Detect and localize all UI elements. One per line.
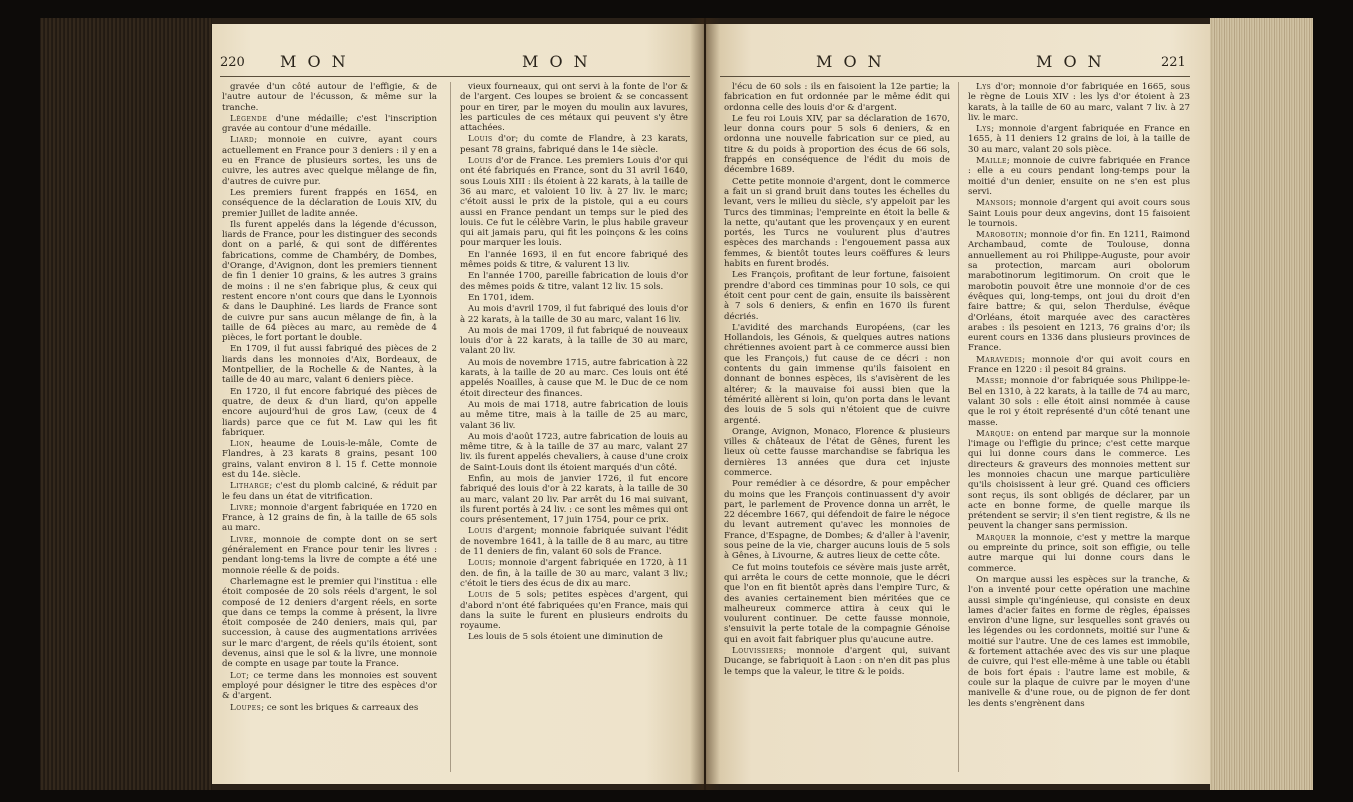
entry-paragraph: Louis d'argent; monnoie fabriquée suivant l'édit de novembre 1641, à la taille de 8 au marc, au titre de 11 deniers de fin, valant 60 sols de France. [460,526,688,558]
entry-paragraph: Les François, profitant de leur fortune, faisoient prendre d'abord ces timminas pour 10 sols, ce qui étoit cent pour cent de gain, ensuite ils baissèrent à 7 sols 6 deniers, & enfin en 1670 ils furent décriés. [724,270,950,322]
entry-term: Louis [468,156,493,167]
entry-term: Louis [468,590,493,601]
entry-paragraph: Louis; monnoie d'argent fabriquée en 1720, à 11 den. de fin, à la taille de 30 au marc, valant 3 liv.; c'étoit le tiers des écus de dix au marc. [460,558,688,589]
entry-term: Loupes [230,702,262,713]
entry-term: Marquer [976,532,1017,543]
entry-paragraph: Ce fut moins toutefois ce sévère mais juste arrêt, qui arrêta le cours de cette monnoie, que le décri que l'on en fit bientôt après dans l'empire Turc, & des avanies certainement bien méritées que ce malheureux commerce attira à ceux qui le voulurent continuer. De cette fausse monnoie, s'ensuivit la perte totale de la compagnie Génoise qui en avoit fait fabriquer plus qu'aucune autre. [724,562,950,645]
right-page-number: 221 [1161,55,1186,70]
entry-term: Lion [230,439,251,450]
entry-paragraph: Lot; ce terme dans les monnoies est souvent employé pour désigner le titre des espèces d'or & d'argent. [222,670,437,702]
entry-paragraph: En 1720, il fut encore fabriqué des pièces de quatre, de deux & d'un liard, qu'on appelle encore aujourd'hui de gros Law, (ceux de 4 liards) parce que ce fut M. Law qui les fit fabriquer. [222,386,437,438]
entry-term: Louis [468,526,493,537]
entry-paragraph: Cette petite monnoie d'argent, dont le commerce a fait un si grand bruit dans toutes les échelles du levant, vers le milieu du siècle, s'y appeloit par les Turcs des timminas; l'empreinte en étoit la belle & la nette, qu'autant que les provençaux y en eurent portés, les Turcs ne voulurent plus d'autres espèces des marchands : l'engouement passa aux femmes, & bientôt toutes leurs coëffures & leurs habits en furent brodés. [724,176,950,270]
entry-paragraph: L'avidité des marchands Européens, (car les Hollandois, les Génois, & quelques autres nations chrétiennes avoient part à ce commerce aussi bien que les François,) fut cause de ce décri : non contents du gain immense qu'ils faisoient en donnant de bonnes espèces, ils s'avisèrent de les altérer; & la mauvaise foi aussi bien que la témérité allèrent si loin, qu'on porta dans le levant des louis de 5 sols qui n'étoient que de cuivre argenté. [724,322,950,426]
entry-term: Livre [230,534,254,545]
entry-paragraph: Enfin, au mois de janvier 1726, il fut encore fabriqué des louis d'or à 22 karats, à la taille de 30 au marc, valant 20 liv. Par arrêt du 16 mai suivant, ils furent portés à 24 liv. : ce sont les mêmes qui ont cours présentement, 17 juin 1754, pour ce prix. [460,473,688,526]
entry-paragraph: Les premiers furent frappés en 1654, en conséquence de la déclaration de Louis XIV, du premier Juillet de ladite année. [222,187,437,219]
entry-paragraph: Loupes; ce sont les briques & carreaux des [230,702,419,713]
entry-term: Légende [230,113,268,124]
left-page-number: 220 [220,55,245,70]
entry-paragraph: Louis d'or de France. Les premiers Louis d'or qui ont été fabriqués en France, sont du 31 avril 1640, sous Louis XIII : ils étoient à 22 karats, à la taille de 36 au marc, et valoient 10 liv. à 27 liv. le marc; c'étoit aussi le prix de la pistole, qui a eu cours aussi en France pendant un temps sur le pied des louis. Ce fut le célèbre Varin, le plus habile graveur qui ait jamais paru, qui fit les poinçons & les coins pour marquer les louis. [460,156,688,249]
right-running-head-2: M O N [1036,52,1105,71]
entry-paragraph: Maravedis; monnoie d'or qui avoit cours en France en 1220 : il pesoit 84 grains. [968,354,1190,376]
entry-term: Marque [976,428,1012,439]
left-running-head-1: M O N [280,52,349,71]
entry-paragraph: Au mois de novembre 1715, autre fabrication à 22 karats, à la taille de 20 au marc. Ces louis ont été appelés Noailles, à cause que M. le Duc de ce nom étoit directeur des finances. [460,357,688,399]
entry-term: Maravedis [976,354,1023,365]
entry-paragraph: l'écu de 60 sols : ils en faisoient la 12e partie; la fabrication en fut ordonnée par le même édit qui ordonna celle des louis d'or & d'argent. [724,82,950,113]
entry-paragraph: vieux fourneaux, qui ont servi à la fonte de l'or & de l'argent. Ces loupes se broient & se concassent pour en tirer, par le moyen du moulin aux lavures, les particules de ces métaux qui peuvent s'y être attachées. [460,82,688,134]
left-running-head-2: M O N [522,52,591,71]
entry-term: Lys [976,82,992,92]
entry-paragraph: En l'année 1693, il en fut encore fabriqué des mêmes poids & titre, & valurent 13 liv. [460,249,688,271]
right-column-divider [958,82,959,772]
entry-term: Louvissiers [732,646,784,657]
entry-paragraph: Le feu roi Louis XIV, par sa déclaration de 1670, leur donna cours pour 5 sols 6 deniers, & en ordonna une nouvelle fabrication sur ce pied, au titre & du poids à proportion des écus de 66 sols, frappés en conséquence de l'édit du mois de décembre 1689. [724,113,950,176]
entry-paragraph: Masse; monnoie d'or fabriquée sous Philippe-le-Bel en 1310, à 22 karats, à la taille de 74 au marc, valant 30 sols : elle étoit ainsi nommée à cause que le roi y étoit représenté d'un côté tenant une masse. [968,376,1190,428]
left-page [212,24,704,784]
entry-paragraph: Pour remédier à ce désordre, & pour empêcher du moins que les François continuassent d'y avoir part, le parlement de Provence donna un arrêt, le 22 décembre 1667, qui défendoit de faire le négoce du levant autrement qu'avec les monnoies de France, d'Espagne, de Dombes; & d'aller à l'avenir, sous peine de la vie, charger aucuns louis de 5 sols à Gênes, à Livourne, & autres lieux de cette côte. [724,479,950,562]
right-column-2 [968,82,1190,772]
entry-paragraph: En 1701, idem. [468,292,535,303]
right-header-rule [720,76,1190,77]
entry-term: Lys [976,124,992,135]
entry-paragraph: Ils furent appelés dans la légende d'écusson, liards de France, pour les distinguer des seconds dont on a parlé, & qui sont de différentes fabrications, comme de Chambéry, de Dombes, d'Orange, d'Avignon, dont les premiers tiennent de fin 1 denier 10 grains, & les autres 3 grains de moins : il ne s'en fabrique plus, & ceux qui restent encore n'ont cours que dans le Lyonnois & dans le Dauphiné. Les liards de France sont de cuivre pur sans aucun mêlange de fin, à la taille de 64 pièces au marc, au remède de 4 pièces, le fort portant le double. [222,219,437,344]
right-running-head-1: M O N [816,52,885,71]
entry-paragraph: Au mois de mai 1709, il fut fabriqué de nouveaux louis d'or à 22 karats, à la taille de 30 au marc, valant 20 liv. [460,325,688,357]
entry-paragraph: Livre; monnoie d'argent fabriquée en 1720 en France, à 12 grains de fin, à la taille de 65 sols au marc. [222,502,437,534]
right-page [706,24,1210,784]
left-column-2 [460,82,688,772]
entry-term: Maille [976,156,1007,167]
entry-paragraph: gravée d'un côté autour de l'effigie, & de l'autre autour de l'écusson, & même sur la tranche. [222,82,437,113]
entry-term: Litharge [230,481,270,492]
entry-paragraph: Livre, monnoie de compte dont on se sert généralement en France pour tenir les livres : pendant long-tems la livre de compte a été une monnoie réelle & de poids. [222,534,437,576]
entry-paragraph: Légende d'une médaille; c'est l'inscription gravée au contour d'une médaille. [222,113,437,135]
left-column-1 [222,82,437,772]
entry-paragraph: Marquer la monnoie, c'est y mettre la marque ou empreinte du prince, soit son effigie, ou telle autre marque qui lui donne cours dans le commerce. [968,532,1190,574]
entry-term: Livre [230,502,254,513]
entry-paragraph: Marque: on entend par marque sur la monnoie l'image ou l'effigie du prince; c'est cette marque qui lui donne cours dans le commerce. Les directeurs & graveurs des monnoies mettent sur les monnoies chacun une marque particulière qu'ils choisissent à leur gré. Quand ces officiers sont reçus, ils sont obligés de déclarer, par un acte en bonne forme, de quelle marque ils prétendent se servir; il s'en tient registre, & ils ne peuvent la changer sans permission. [968,428,1190,532]
entry-paragraph: Mansois; monnoie d'argent qui avoit cours sous Saint Louis pour deux angevins, dont 15 faisoient le tournois. [968,198,1190,229]
entry-paragraph: Louis d'or; du comte de Flandre, à 23 karats, pesant 78 grains, fabriqué dans le 14e siècle. [460,134,688,155]
entry-paragraph: Lion, heaume de Louis-le-mâle, Comte de Flandres, à 23 karats 8 grains, pesant 100 grains, valant environ 8 l. 15 f. Cette monnoie est du 14e. siècle. [222,439,437,480]
entry-term: Louis [468,558,493,569]
entry-paragraph: Les louis de 5 sols étoient une diminution de [468,632,663,643]
entry-paragraph: En 1709, il fut aussi fabriqué des pièces de 2 liards dans les monnoies d'Aix, Bordeaux, de Montpellier, de la Rochelle & de Nantes, à la taille de 40 au marc, valant 6 deniers pièce. [222,344,437,386]
entry-paragraph: Lys; monnoie d'argent fabriquée en France en 1655, à 11 deniers 12 grains de loi, à la taille de 30 au marc, valant 20 sols pièce. [968,124,1190,155]
left-header-rule [220,76,690,77]
entry-term: Liard [230,135,255,146]
entry-paragraph: Marobotin; monnoie d'or fin. En 1211, Raimond Archambaud, comte de Toulouse, donna annuellement au roi Philippe-Auguste, pour avoir sa protection, marcam auri obolorum marabotinorum legitimorum. On croit que le marobotin pouvoit être une monnoie d'or de ces évêques qui, long-temps, ont joui du droit d'en faire battre; & qui, selon Therdulse, évêque d'Orléans, étoit marquée avec des caractères arabes : ils pesoient en 1213, 76 grains d'or; ils eurent cours en 1336 dans plusieurs provinces de France. [968,230,1190,354]
entry-paragraph: Louvissiers; monnoie d'argent qui, suivant Ducange, se fabriquoit à Laon : on n'en dit pas plus le temps que la valeur, le titre & le poids. [724,646,950,677]
book-gutter [690,18,720,790]
entry-paragraph: Lys d'or; monnoie d'or fabriquée en 1665, sous le règne de Louis XIV : les lys d'or étoient à 23 karats, à la taille de 60 au marc, valant 7 liv. à 27 liv. le marc. [968,82,1190,123]
entry-paragraph: On marque aussi les espèces sur la tranche, & l'on a inventé pour cette opération une machine aussi simple qu'ingénieuse, qui consiste en deux lames d'acier faites en forme de règles, épaisses environ d'une ligne, sur lesquelles sont gravés ou les légendes ou les cordonnets, moitié sur l'une & moitié sur l'autre. Une de ces lames est immobile, & fortement attachée avec des vis sur une plaque de cuivre, qui l'est elle-même à une table ou établi de bois fort épais : l'autre lame est mobile, & coule sur la plaque de cuivre par le moyen d'une manivelle & d'une roue, ou de pignon de fer dont les dents s'engrènent dans [968,574,1190,709]
entry-paragraph: Louis de 5 sols; petites espèces d'argent, qui d'abord n'ont été fabriquées qu'en France, mais qui dans la suite le furent en plusieurs endroits du royaume. [460,590,688,632]
entry-term: Marobotin [976,230,1025,241]
entry-paragraph: Liard; monnoie en cuivre, ayant cours actuellement en France pour 3 deniers : il y en a eu en France de plusieurs sortes, les uns de cuivre, les autres avec quelque mêlange de fin, d'autres de cuivre pur. [222,135,437,187]
entry-paragraph: Au mois d'avril 1709, il fut fabriqué des louis d'or à 22 karats, à la taille de 30 au marc, valant 16 liv. [460,304,688,325]
entry-paragraph: Charlemagne est le premier qui l'institua : elle étoit composée de 20 sols réels d'argent, le sol composé de 12 deniers d'argent réels, en sorte que dans ce temps la comme à présent, la livre étoit composée de 240 deniers, mais qui, par succession, à cause des augmentations arrivées sur le marc d'argent, de réels qu'ils étoient, sont devenus, ainsi que le sol & la livre, une monnoie de compte en usage par toute la France. [222,576,437,670]
entry-paragraph: Orange, Avignon, Monaco, Florence & plusieurs villes & châteaux de l'état de Gênes, furent les lieux où cette fausse marchandise se fabriqua les dernières 13 années que dura cet injuste commerce. [724,426,950,478]
entry-term: Louis [468,134,493,145]
right-page-edges [1210,18,1313,790]
book-spread [40,18,1313,790]
entry-paragraph: Maille; monnoie de cuivre fabriquée en France : elle a eu cours pendant long-temps pour la moitié d'un denier, ensuite on ne s'en est plus servi. [968,156,1190,197]
entry-paragraph: Au mois d'août 1723, autre fabrication de louis au même titre, & à la taille de 37 au marc, valant 27 liv. ils furent appelés chevaliers, à cause d'une croix de Saint-Louis dont ils étoient marqués d'un côté. [460,431,688,473]
left-page-edges [40,18,212,790]
entry-term: Masse [976,376,1005,387]
entry-paragraph: Litharge; c'est du plomb calciné, & réduit par le feu dans un état de vitrification. [222,481,437,502]
entry-paragraph: Au mois de mai 1718, autre fabrication de louis au même titre, mais à la taille de 25 au marc, valant 36 liv. [460,399,688,431]
entry-term: Mansois [976,198,1014,209]
entry-paragraph: En l'année 1700, pareille fabrication de louis d'or des mêmes poids & titre, valant 12 liv. 15 sols. [460,271,688,292]
left-column-divider [450,82,451,772]
right-column-1 [724,82,950,772]
entry-term: Lot [230,670,247,681]
